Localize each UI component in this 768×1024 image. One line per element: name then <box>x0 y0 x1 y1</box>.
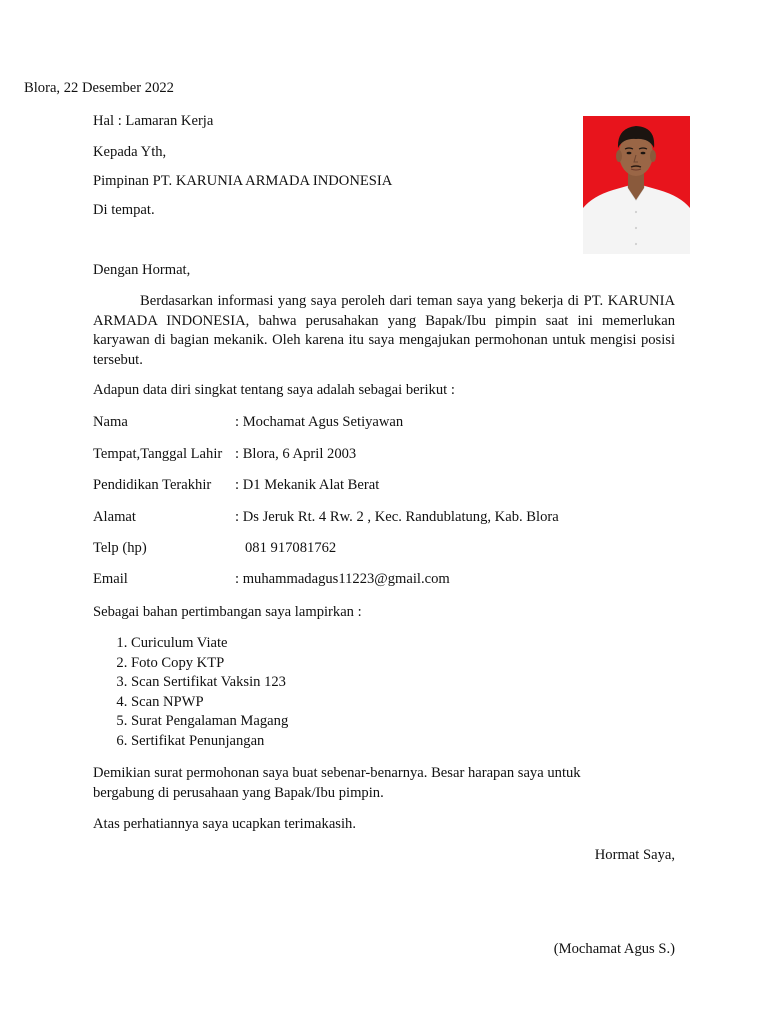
attachments-intro: Sebagai bahan pertimbangan saya lampirkan : <box>93 604 362 620</box>
sign-off: Hormat Saya, <box>594 847 675 863</box>
birth-label: Tempat,Tanggal Lahir <box>93 446 223 462</box>
recipient-greeting: Kepada Yth, <box>93 144 167 160</box>
email-label: Email <box>93 571 128 587</box>
email-value: : muhammadagus11223@gmail.com <box>235 571 450 587</box>
name-label: Nama <box>93 414 128 430</box>
list-item: 5. Surat Pengalaman Magang <box>131 712 288 732</box>
signature-name: (Mochamat Agus S.) <box>553 941 675 957</box>
list-item: 2. Foto Copy KTP <box>131 654 288 674</box>
recipient-company: Pimpinan PT. KARUNIA ARMADA INDONESIA <box>93 173 393 189</box>
education-value: : D1 Mekanik Alat Berat <box>235 477 380 493</box>
thanks-line: Atas perhatiannya saya ucapkan terimakasih. <box>93 816 356 832</box>
list-item: 1. Curiculum Viate <box>131 634 288 654</box>
closing-paragraph: Demikian surat permohonan saya buat sebenar-benarnya. Besar harapan saya untuk bergabung di perusahaan yang Bapak/Ibu pimpin. <box>93 765 581 801</box>
list-item: 6. Sertifikat Penunjangan <box>131 732 288 752</box>
subject-line: Hal : Lamaran Kerja <box>93 113 214 129</box>
recipient-location: Di tempat. <box>93 202 155 218</box>
applicant-photo <box>583 116 690 254</box>
birth-value: : Blora, 6 April 2003 <box>235 446 357 462</box>
name-value: : Mochamat Agus Setiyawan <box>235 414 404 430</box>
attachments-list <box>93 634 288 751</box>
intro-paragraph: Berdasarkan informasi yang saya peroleh dari teman saya yang bekerja di PT. KARUNIA ARMADA INDONESIA, bahwa perusahakan yang Bapak/Ibu pimpin saat ini memerlukan karyawan di bagian mekanik. Oleh karena itu saya mengajukan permohonan untuk mengisi posisi tersebut. <box>93 293 675 368</box>
place-date: Blora, 22 Desember 2022 <box>24 80 174 96</box>
address-label: Alamat <box>93 509 136 525</box>
list-item: 3. Scan Sertifikat Vaksin 123 <box>131 673 288 693</box>
list-item: 4. Scan NPWP <box>131 693 288 713</box>
education-label: Pendidikan Terakhir <box>93 477 212 493</box>
data-intro: Adapun data diri singkat tentang saya adalah sebagai berikut : <box>93 382 455 398</box>
phone-value: 081 917081762 <box>245 540 337 556</box>
address-value: : Ds Jeruk Rt. 4 Rw. 2 , Kec. Randublatung, Kab. Blora <box>235 509 559 525</box>
salutation: Dengan Hormat, <box>93 262 191 278</box>
phone-label: Telp (hp) <box>93 540 147 556</box>
